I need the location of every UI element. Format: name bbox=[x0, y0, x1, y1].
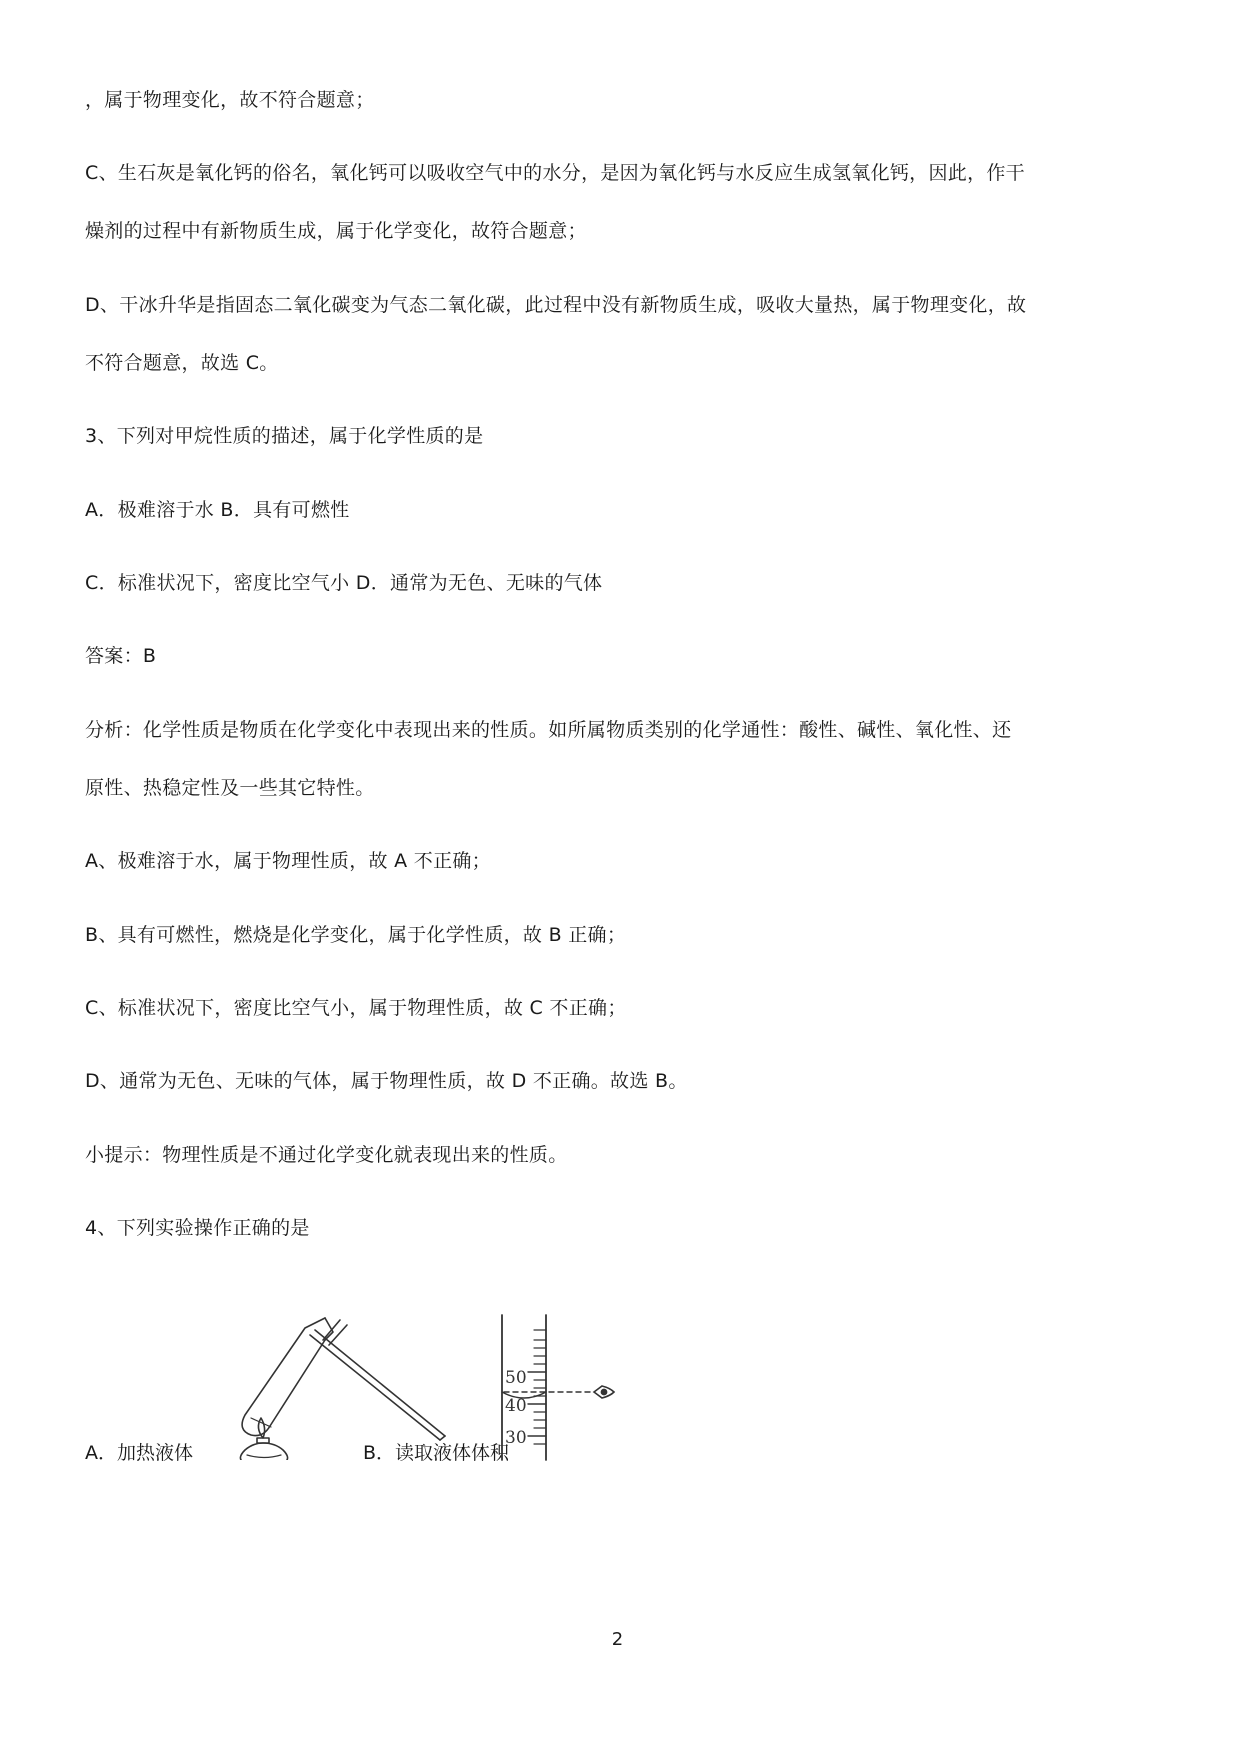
text-line-1: ，属于物理变化，故不符合题意； bbox=[85, 89, 375, 111]
question-3-options-ab: A．极难溶于水 B．具有可燃性 bbox=[85, 499, 350, 521]
analysis-line-1: 分析：化学性质是物质在化学变化中表现出来的性质。如所属物质类别的化学通性：酸性、碱性、氧化性、还 bbox=[85, 719, 1012, 741]
text-line-4: D、干冰升华是指固态二氧化碳变为气态二氧化碳，此过程中没有新物质生成，吸收大量热，属于物理变化，故 bbox=[85, 294, 1027, 316]
question-3-options-cd: C．标准状况下，密度比空气小 D．通常为无色、无味的气体 bbox=[85, 572, 603, 594]
analysis-b: B、具有可燃性，燃烧是化学变化，属于化学性质，故 B 正确； bbox=[85, 924, 627, 946]
analysis-line-2: 原性、热稳定性及一些其它特性。 bbox=[85, 777, 375, 799]
option-a-label: A．加热液体 bbox=[85, 1442, 193, 1464]
text-line-2: C、生石灰是氧化钙的俗名，氧化钙可以吸收空气中的水分，是因为氧化钙与水反应生成氢氧化钙，因此，作干 bbox=[85, 162, 1025, 184]
answer-line: 答案：B bbox=[85, 645, 157, 667]
tick-label-50: 50 bbox=[505, 1368, 527, 1388]
tick-label-40: 40 bbox=[505, 1396, 527, 1416]
tip-line: 小提示：物理性质是不通过化学变化就表现出来的性质。 bbox=[85, 1144, 568, 1166]
analysis-a: A、极难溶于水，属于物理性质，故 A 不正确； bbox=[85, 850, 491, 872]
question-4: 4、下列实验操作正确的是 bbox=[85, 1217, 310, 1239]
option-b-label: B．读取液体体积 bbox=[363, 1442, 510, 1464]
question-4-figures bbox=[85, 1310, 885, 1470]
text-line-3: 燥剂的过程中有新物质生成，属于化学变化，故符合题意； bbox=[85, 220, 587, 242]
tick-label-30: 30 bbox=[505, 1428, 527, 1448]
graduated-cylinder-figure bbox=[490, 1310, 620, 1465]
analysis-c: C、标准状况下，密度比空气小，属于物理性质，故 C 不正确； bbox=[85, 997, 627, 1019]
page-number: 2 bbox=[611, 1629, 624, 1650]
question-3: 3、下列对甲烷性质的描述，属于化学性质的是 bbox=[85, 425, 484, 447]
text-line-5: 不符合题意，故选 C。 bbox=[85, 352, 279, 374]
analysis-d: D、通常为无色、无味的气体，属于物理性质，故 D 不正确。故选 B。 bbox=[85, 1070, 688, 1092]
